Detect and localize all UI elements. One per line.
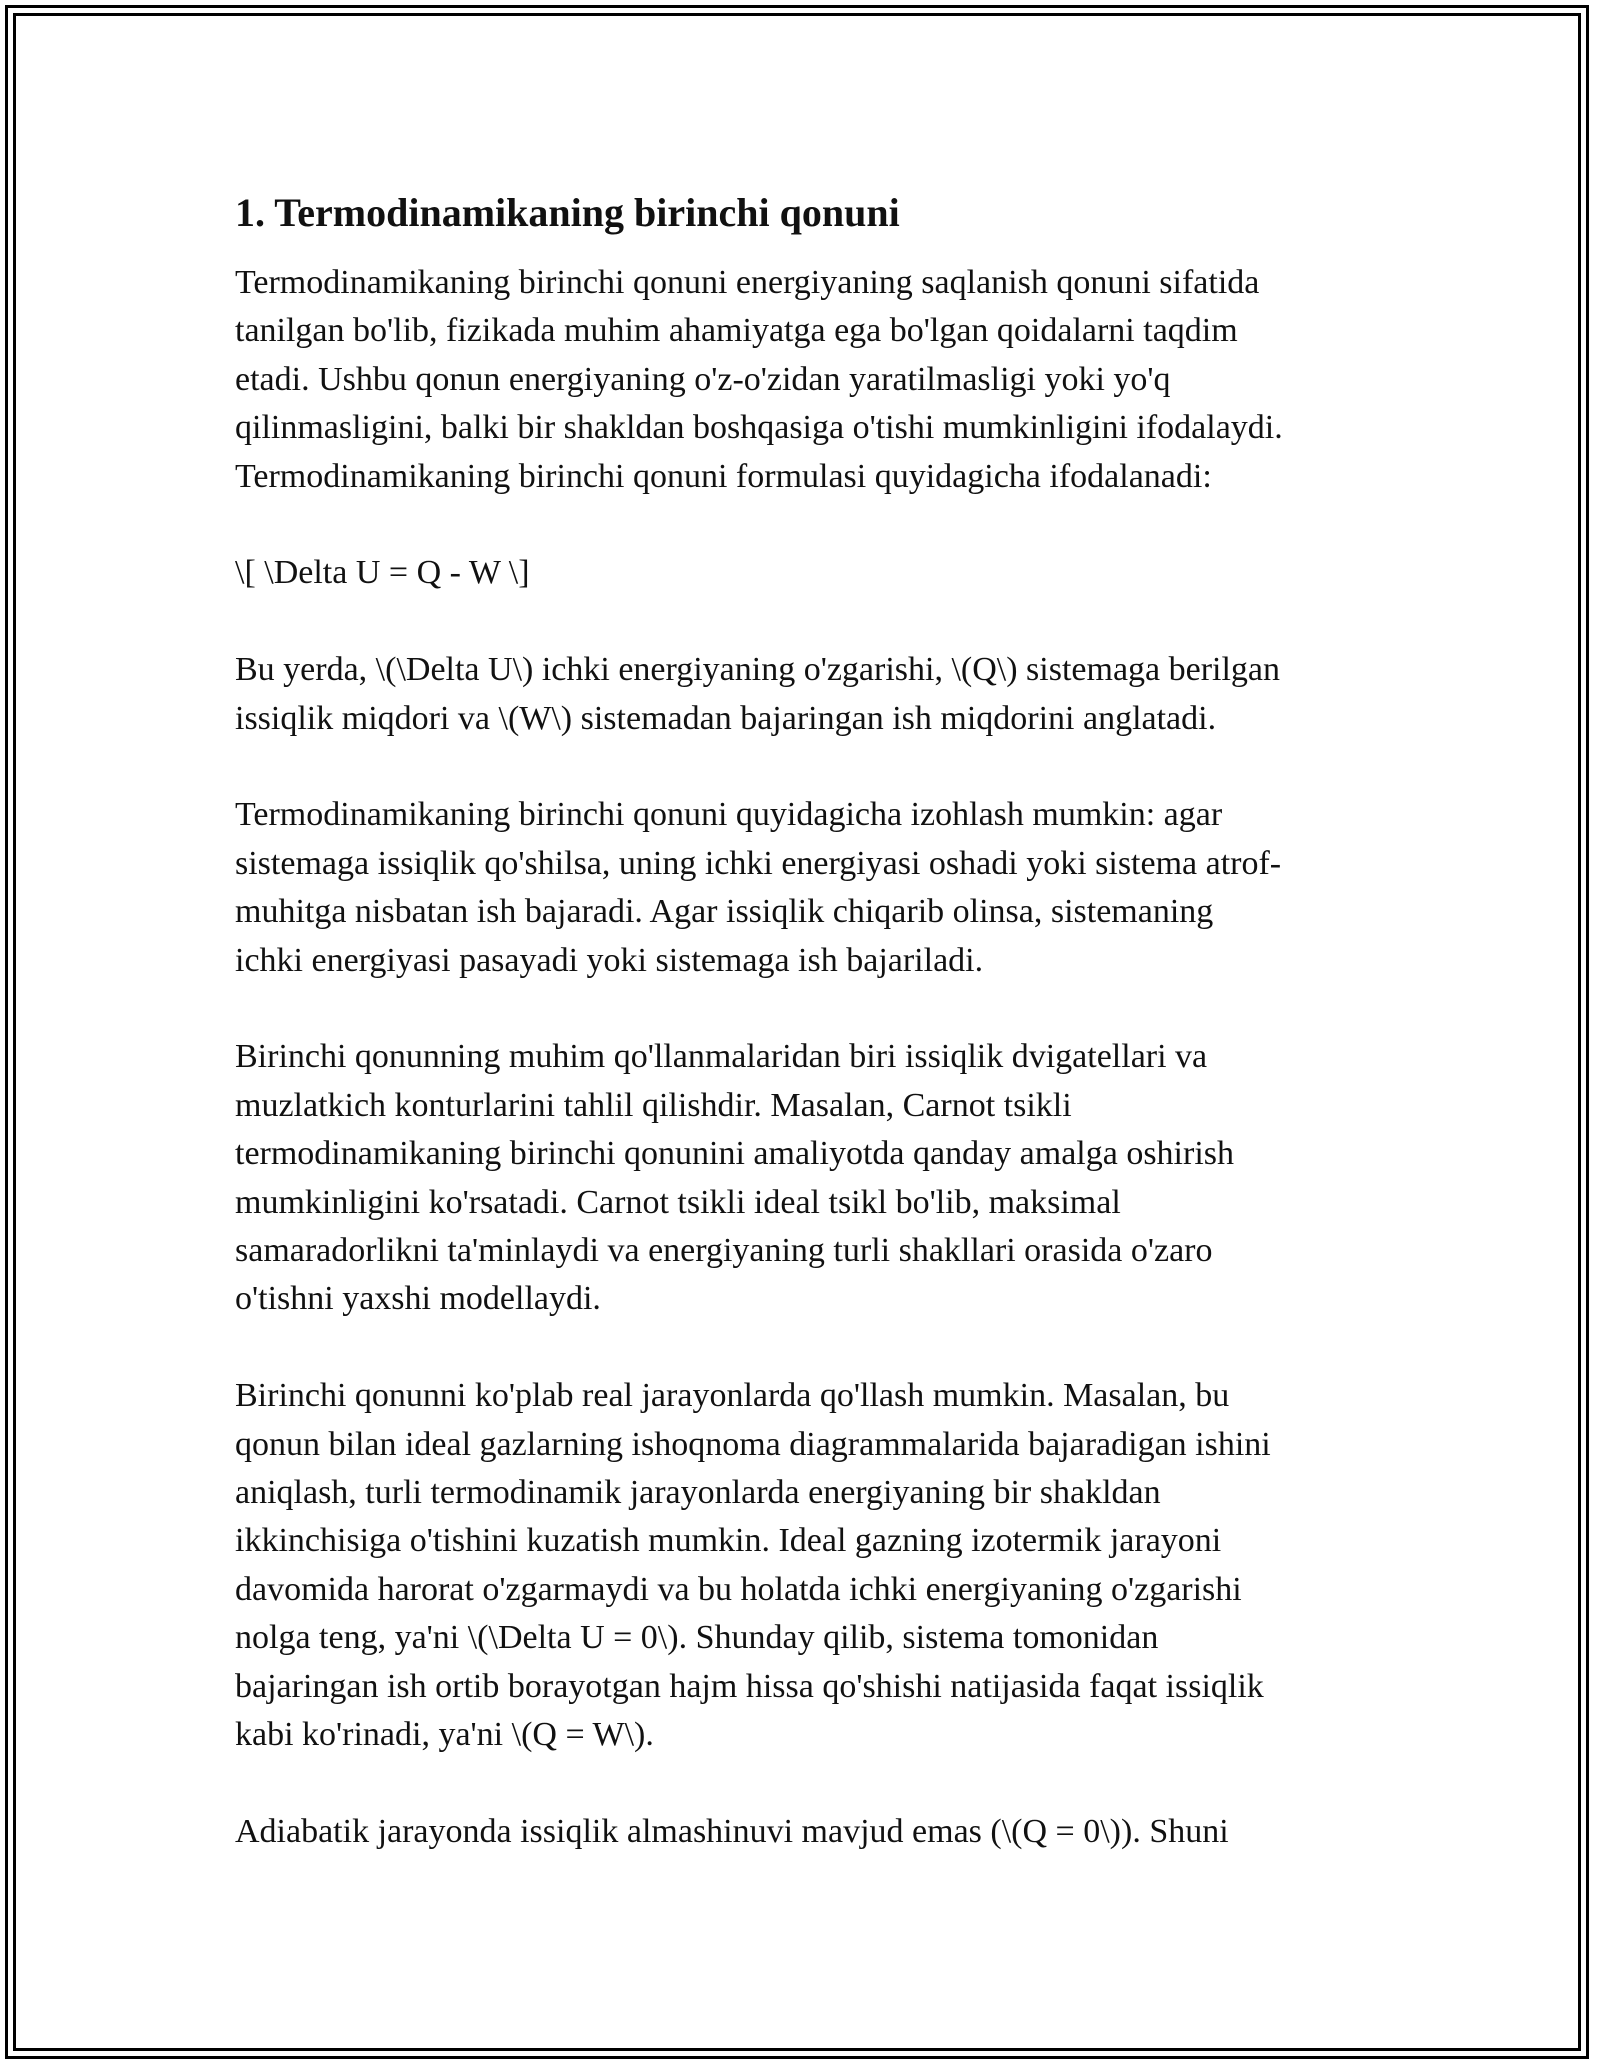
paragraph-intro: Termodinamikaning birinchi qonuni energiyaning saqlanish qonuni sifatida tanilgan bo'lib, fizikada muhim ahamiyatga ega bo'lgan qoidalarni taqdim etadi. Ushbu qonun energiyaning o'z-o'zidan yaratilmasligi yoki yo'q qilinmasligini, balki bir shakldan boshqasiga o'tishi mumkinligini ifodalaydi. Termodinamikaning birinchi qonuni formulasi quyidagicha ifodalanadi: [235, 264, 1283, 495]
paragraph-interpretation: Termodinamikaning birinchi qonuni quyidagicha izohlash mumkin: agar sistemaga issiqlik qo'shilsa, uning ichki energiyasi oshadi yoki sistema atrof- muhitga nisbatan ish bajaradi. Agar issiqlik chiqarib olinsa, sistemaning ichki energiyasi pasayadi yoki sistemaga ish bajariladi. [235, 796, 1282, 979]
paragraph-real-processes: Birinchi qonunni ko'plab real jarayonlarda qo'llash mumkin. Masalan, bu qonun bilan ideal gazlarning ishoqnoma diagrammalarida bajaradigan ishini aniqlash, turli termodinamik jarayonlarda energiyaning bir shakldan ikkinchisiga o'tishini kuzatish mumkin. Ideal gazning izotermik jarayoni davomida harorat o'zgarmaydi va bu holatda ichki energiyaning o'zgarishi nolga teng, ya'ni \(\Delta U = 0\). Shunday qilib, sistema tomonidan bajaringan ish ortib borayotgan hajm hissa qo'shishi natijasida faqat issiqlik kabi ko'rinadi, ya'ni \(Q = W\). [235, 1377, 1271, 1754]
document-body [235, 185, 1375, 1905]
section-heading: 1. Termodinamikaning birinchi qonuni [235, 190, 900, 235]
formula-line: \[ \Delta U = Q - W \] [235, 554, 530, 592]
paragraph-adiabatic: Adiabatik jarayonda issiqlik almashinuvi mavjud emas (\(Q = 0\)). Shuni [235, 1812, 1229, 1850]
paragraph-definitions: Bu yerda, \(\Delta U\) ichki energiyaning o'zgarishi, \(Q\) sistemaga berilgan issiqlik miqdori va \(W\) sistemadan bajaringan ish miqdorini anglatadi. [235, 651, 1281, 737]
paragraph-applications: Birinchi qonunning muhim qo'llanmalaridan biri issiqlik dvigatellari va muzlatkich konturlarini tahlil qilishdir. Masalan, Carnot tsikli termodinamikaning birinchi qonunini amaliyotda qanday amalga oshirish mumkinligini ko'rsatadi. Carnot tsikli ideal tsikl bo'lib, maksimal samaradorlikni ta'minlaydi va energiyaning turli shakllari orasida o'zaro o'tishni yaxshi modellaydi. [235, 1038, 1234, 1318]
